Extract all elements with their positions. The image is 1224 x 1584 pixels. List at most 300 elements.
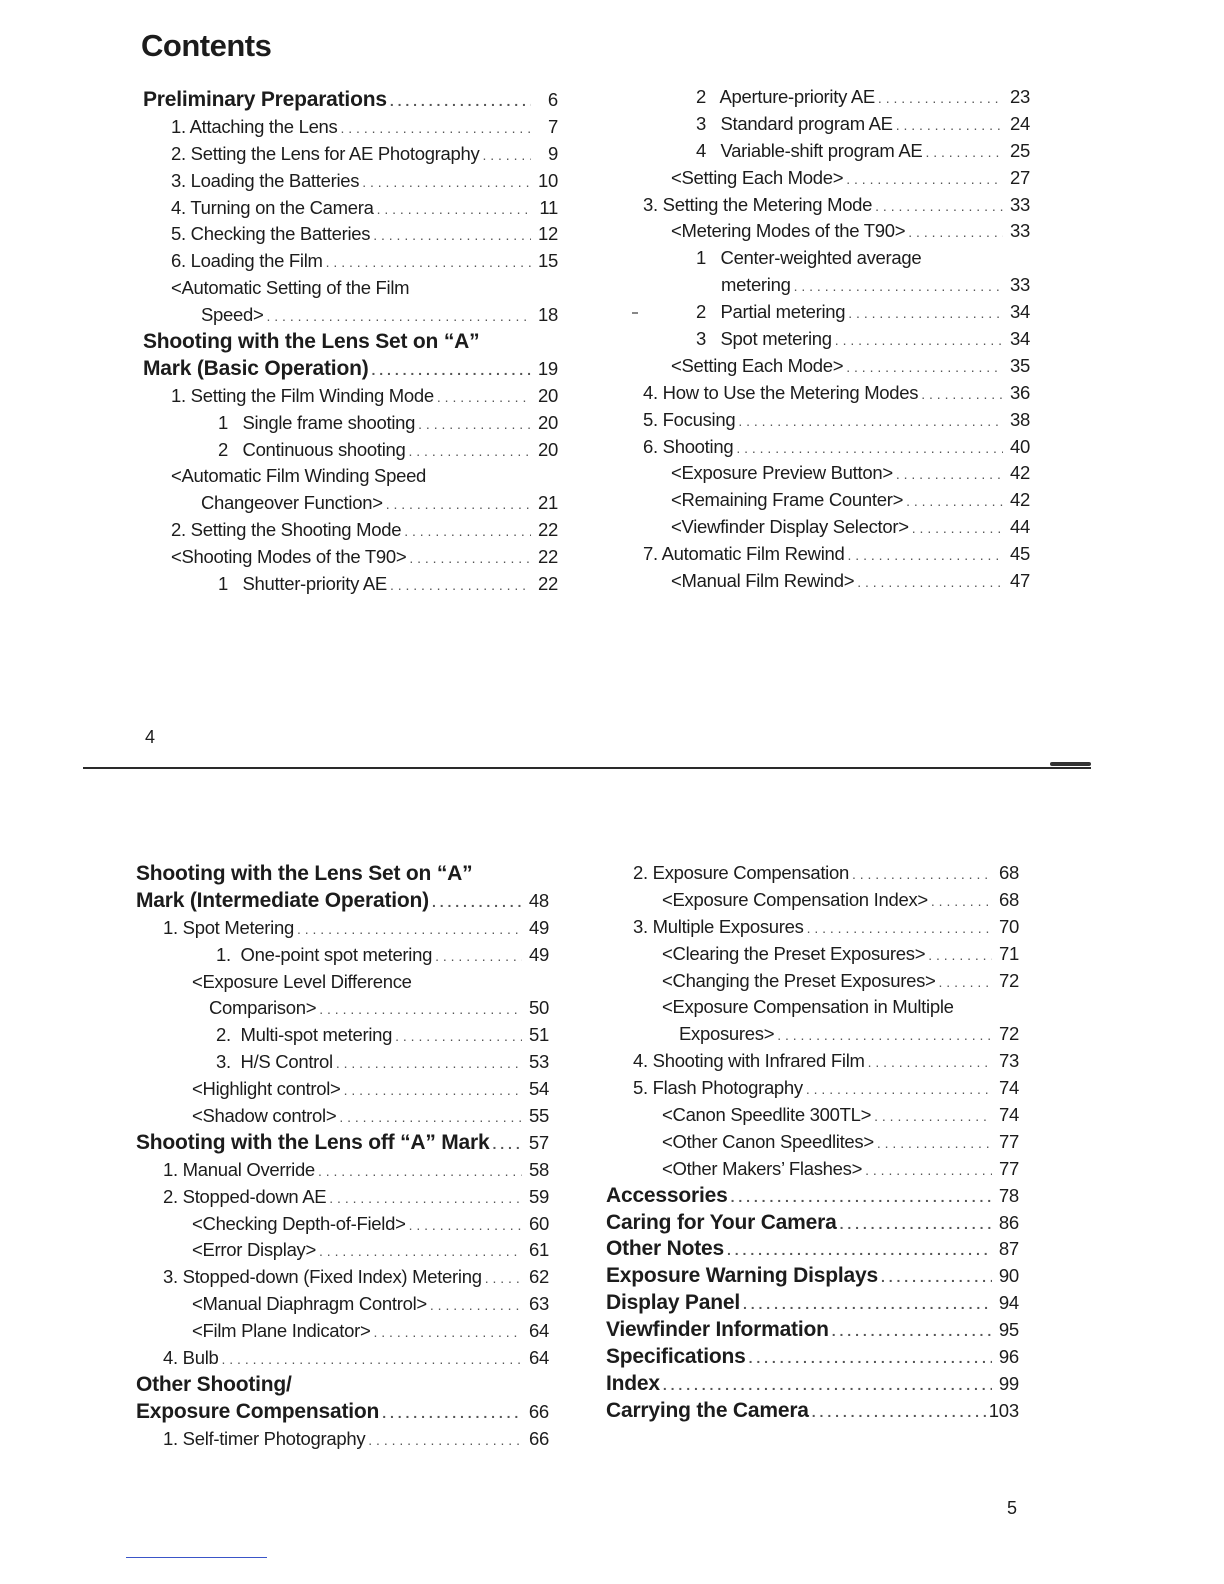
toc-leader-dots bbox=[807, 915, 992, 942]
toc-entry-title: 2 Continuous shooting bbox=[218, 438, 406, 460]
toc-entry bbox=[136, 915, 549, 942]
toc-entry-title: Mark (Basic Operation) bbox=[143, 356, 369, 380]
toc-page-number: 21 bbox=[538, 492, 558, 514]
toc-leader-dots bbox=[921, 381, 1003, 408]
toc-heading bbox=[606, 1371, 1019, 1398]
toc-entry bbox=[136, 1022, 549, 1049]
toc-entry bbox=[136, 1157, 549, 1184]
toc-entry bbox=[143, 437, 558, 464]
toc-page-number: 12 bbox=[538, 223, 558, 245]
toc-heading bbox=[606, 1183, 1019, 1210]
toc-leader-dots bbox=[386, 491, 531, 518]
toc-entry-title: 2 Aperture-priority AE bbox=[696, 86, 875, 107]
toc-page-number: 72 bbox=[999, 969, 1019, 991]
toc-heading bbox=[606, 1210, 1019, 1237]
toc-entry bbox=[143, 195, 558, 222]
toc-entry bbox=[143, 302, 558, 329]
toc-entry-title: <Automatic Setting of the Film bbox=[171, 277, 410, 299]
toc-entry bbox=[143, 463, 558, 490]
toc-entry-title: 3 Spot metering bbox=[696, 328, 832, 350]
toc-heading bbox=[136, 1372, 549, 1399]
toc-entry-title: 4. Bulb bbox=[163, 1347, 219, 1369]
toc-page-number: 94 bbox=[998, 1292, 1019, 1314]
toc-entry-title: 2 Partial metering bbox=[696, 301, 846, 323]
toc-heading bbox=[136, 888, 549, 915]
toc-page-number: 36 bbox=[1010, 381, 1030, 403]
toc-entry bbox=[641, 84, 1030, 111]
toc-page-number: 22 bbox=[538, 519, 558, 541]
toc-leader-dots bbox=[368, 1427, 522, 1454]
toc-entry-title: Other Notes bbox=[606, 1237, 724, 1261]
toc-page-number: 44 bbox=[1010, 516, 1030, 538]
toc-entry bbox=[606, 1048, 1019, 1075]
toc-entry-title: 4. Shooting with Infrared Film bbox=[633, 1050, 865, 1072]
toc-page-number: 23 bbox=[1010, 86, 1030, 107]
toc-heading bbox=[143, 356, 558, 383]
toc-page-number: 59 bbox=[529, 1185, 549, 1207]
page-divider bbox=[83, 767, 1091, 769]
toc-entry-title: <Highlight control> bbox=[192, 1078, 341, 1100]
toc-entry bbox=[143, 544, 558, 571]
toc-page-number: 6 bbox=[547, 89, 558, 110]
toc-entry-title: Caring for Your Camera bbox=[606, 1210, 837, 1234]
toc-leader-dots bbox=[409, 545, 531, 572]
toc-leader-dots bbox=[297, 916, 522, 943]
toc-leader-dots bbox=[878, 85, 1003, 112]
toc-leader-dots bbox=[835, 327, 1003, 354]
toc-page-number: 87 bbox=[998, 1238, 1019, 1260]
toc-entry bbox=[143, 248, 558, 275]
toc-leader-dots bbox=[409, 438, 532, 465]
toc-leader-dots bbox=[372, 357, 532, 384]
toc-leader-dots bbox=[908, 219, 1003, 246]
toc-page-number: 10 bbox=[538, 169, 558, 191]
toc-entry-title: <Manual Film Rewind> bbox=[671, 570, 855, 592]
toc-page-number: 74 bbox=[999, 1077, 1019, 1099]
toc-entry bbox=[641, 218, 1030, 245]
toc-page-number: 22 bbox=[538, 573, 558, 595]
footer-line bbox=[126, 1557, 267, 1558]
toc-leader-dots bbox=[848, 542, 1003, 569]
toc-page-number: 40 bbox=[1010, 435, 1030, 457]
page-number-right: 5 bbox=[1007, 1498, 1018, 1518]
toc-page-number: 11 bbox=[539, 196, 558, 218]
toc-heading bbox=[606, 1236, 1019, 1263]
toc-entry bbox=[143, 383, 558, 410]
toc-leader-dots bbox=[857, 569, 1003, 596]
toc-leader-dots bbox=[925, 139, 1003, 166]
toc-leader-dots bbox=[663, 1372, 992, 1399]
toc-entry bbox=[641, 380, 1030, 407]
toc-entry-title: <Shadow control> bbox=[192, 1105, 337, 1127]
toc-leader-dots bbox=[318, 1158, 522, 1185]
toc-page-number: 96 bbox=[998, 1346, 1019, 1368]
toc-entry-title: Changeover Function> bbox=[201, 492, 383, 514]
toc-page-number: 68 bbox=[999, 888, 1019, 910]
toc-entry-title: 3. Loading the Batteries bbox=[171, 169, 360, 191]
toc-entry bbox=[641, 460, 1030, 487]
toc-leader-dots bbox=[390, 572, 531, 599]
toc-entry bbox=[143, 517, 558, 544]
toc-leader-dots bbox=[794, 273, 1003, 300]
toc-entry-title: Display Panel bbox=[606, 1291, 740, 1315]
toc-entry bbox=[136, 1426, 549, 1453]
toc-entry-title: <Changing the Preset Exposures> bbox=[662, 969, 936, 991]
toc-heading bbox=[606, 1290, 1019, 1317]
toc-entry bbox=[641, 299, 1030, 326]
toc-entry bbox=[143, 410, 558, 437]
toc-page-number: 33 bbox=[1010, 193, 1030, 215]
toc-entry bbox=[641, 353, 1030, 380]
toc-entry-title: 1. Self-timer Photography bbox=[163, 1427, 366, 1449]
toc-page-number: 54 bbox=[529, 1078, 549, 1100]
toc-leader-dots bbox=[326, 249, 531, 276]
toc-leader-dots bbox=[344, 1077, 522, 1104]
toc-heading bbox=[606, 1344, 1019, 1371]
toc-page-number: 77 bbox=[999, 1157, 1019, 1179]
toc-leader-dots bbox=[395, 1023, 522, 1050]
toc-leader-dots bbox=[374, 1319, 523, 1346]
toc-page-number: 53 bbox=[529, 1051, 549, 1073]
toc-page-number: 99 bbox=[998, 1372, 1019, 1394]
toc-entry-title: Preliminary Preparations bbox=[143, 88, 387, 111]
toc-entry-title: 3. Stopped-down (Fixed Index) Metering bbox=[163, 1266, 482, 1288]
toc-heading bbox=[136, 861, 549, 888]
toc-entry-title: <Remaining Frame Counter> bbox=[671, 489, 904, 511]
toc-entry bbox=[143, 114, 558, 141]
toc-leader-dots bbox=[341, 115, 532, 142]
toc-page-number: 45 bbox=[1010, 543, 1030, 565]
toc-entry bbox=[136, 1291, 549, 1318]
toc-column-top-left bbox=[143, 87, 558, 598]
toc-entry bbox=[606, 968, 1019, 995]
toc-entry bbox=[136, 1318, 549, 1345]
toc-heading bbox=[143, 87, 558, 114]
toc-entry-title: <Other Canon Speedlites> bbox=[662, 1130, 874, 1152]
toc-entry-title: 2. Multi-spot metering bbox=[216, 1024, 393, 1046]
toc-page-number: 42 bbox=[1010, 462, 1030, 484]
toc-column-bottom-left bbox=[136, 861, 549, 1453]
toc-leader-dots bbox=[912, 515, 1003, 542]
toc-page-number: 20 bbox=[538, 438, 558, 460]
toc-leader-dots bbox=[846, 354, 1003, 381]
toc-entry-title: Mark (Intermediate Operation) bbox=[136, 888, 429, 912]
toc-entry-title: 5. Flash Photography bbox=[633, 1077, 803, 1099]
toc-leader-dots bbox=[738, 408, 1003, 435]
toc-entry bbox=[641, 541, 1030, 568]
toc-page-number: 64 bbox=[529, 1320, 549, 1342]
toc-leader-dots bbox=[846, 166, 1003, 193]
toc-leader-dots bbox=[377, 196, 531, 223]
page-title: Contents bbox=[141, 28, 272, 63]
toc-entry-title: <Other Makers’ Flashes> bbox=[662, 1157, 863, 1179]
toc-leader-dots bbox=[362, 169, 531, 196]
toc-page-number: 35 bbox=[1010, 354, 1030, 376]
toc-page-number: 48 bbox=[528, 889, 549, 911]
toc-entry-title: Viewfinder Information bbox=[606, 1318, 829, 1342]
toc-entry-title: 4 Variable-shift program AE bbox=[696, 139, 923, 161]
toc-entry-title: Other Shooting/ bbox=[136, 1372, 292, 1396]
toc-page-number: 78 bbox=[998, 1184, 1019, 1206]
toc-heading bbox=[606, 1263, 1019, 1290]
toc-page-number: 42 bbox=[1010, 489, 1030, 511]
toc-leader-dots bbox=[865, 1157, 992, 1184]
toc-leader-dots bbox=[390, 88, 531, 115]
toc-page-number: 57 bbox=[528, 1131, 549, 1153]
toc-entry-title: 3. H/S Control bbox=[216, 1051, 333, 1073]
toc-page-number: 95 bbox=[998, 1319, 1019, 1341]
toc-leader-dots bbox=[736, 435, 1003, 462]
toc-leader-dots bbox=[409, 1212, 522, 1239]
toc-entry bbox=[143, 168, 558, 195]
toc-entry bbox=[606, 1156, 1019, 1183]
toc-entry-title: <Setting Each Mode> bbox=[671, 166, 844, 188]
toc-page-number: 61 bbox=[529, 1239, 549, 1261]
toc-entry bbox=[143, 571, 558, 598]
toc-entry-title: 3. Setting the Metering Mode bbox=[643, 193, 873, 215]
toc-entry bbox=[143, 141, 558, 168]
toc-leader-dots bbox=[896, 112, 1003, 139]
toc-leader-dots bbox=[877, 1130, 992, 1157]
toc-entry bbox=[143, 490, 558, 517]
toc-page-number: 15 bbox=[538, 250, 558, 272]
toc-entry-title: metering bbox=[721, 274, 791, 296]
toc-leader-dots bbox=[373, 222, 531, 249]
toc-entry bbox=[136, 1184, 549, 1211]
toc-entry-title: 1. Setting the Film Winding Mode bbox=[171, 384, 434, 406]
toc-entry-title: <Exposure Compensation Index> bbox=[662, 888, 928, 910]
toc-page-number: 22 bbox=[538, 546, 558, 568]
toc-page-number: 25 bbox=[1010, 139, 1030, 161]
toc-leader-dots bbox=[319, 1238, 522, 1265]
toc-entry-title: Exposures> bbox=[679, 1023, 775, 1045]
toc-entry-title: Carrying the Camera bbox=[606, 1398, 809, 1422]
toc-entry-title: <Exposure Level Difference bbox=[192, 970, 412, 992]
toc-entry-title: 1. Attaching the Lens bbox=[171, 115, 338, 137]
toc-entry-title: <Error Display> bbox=[192, 1239, 317, 1261]
toc-entry-title: 1 Center-weighted average bbox=[696, 247, 922, 269]
toc-entry-title: 5. Focusing bbox=[643, 408, 736, 430]
toc-leader-dots bbox=[874, 1103, 992, 1130]
toc-page-number: 58 bbox=[529, 1158, 549, 1180]
toc-page-number: 47 bbox=[1010, 570, 1030, 592]
toc-entry-title: <Canon Speedlite 300TL> bbox=[662, 1104, 872, 1126]
toc-leader-dots bbox=[931, 888, 992, 915]
toc-page-number: 68 bbox=[999, 862, 1019, 883]
toc-page-number: 49 bbox=[529, 916, 549, 938]
toc-entry-title: 2. Exposure Compensation bbox=[633, 862, 849, 883]
toc-leader-dots bbox=[743, 1291, 992, 1318]
toc-page-number: 20 bbox=[538, 411, 558, 433]
toc-entry-title: <Shooting Modes of the T90> bbox=[171, 546, 407, 568]
toc-leader-dots bbox=[430, 1292, 522, 1319]
toc-leader-dots bbox=[485, 1265, 522, 1292]
toc-page-number: 9 bbox=[548, 142, 558, 164]
toc-entry bbox=[641, 111, 1030, 138]
toc-leader-dots bbox=[806, 1076, 992, 1103]
toc-entry bbox=[641, 272, 1030, 299]
toc-leader-dots bbox=[832, 1318, 992, 1345]
toc-entry bbox=[641, 192, 1030, 219]
toc-entry-title: 1. Manual Override bbox=[163, 1158, 315, 1180]
toc-page-number: 86 bbox=[998, 1211, 1019, 1233]
toc-entry-title: 6. Loading the Film bbox=[171, 250, 323, 272]
toc-entry-title: <Metering Modes of the T90> bbox=[671, 220, 906, 242]
toc-heading bbox=[606, 1398, 1019, 1425]
toc-entry bbox=[136, 1237, 549, 1264]
toc-column-top-right bbox=[641, 84, 1030, 595]
toc-entry-title: <Viewfinder Display Selector> bbox=[671, 516, 909, 538]
toc-leader-dots bbox=[812, 1399, 986, 1426]
toc-entry-title: <Automatic Film Winding Speed bbox=[171, 465, 427, 487]
toc-entry-title: <Exposure Preview Button> bbox=[671, 462, 893, 484]
toc-entry-title: Accessories bbox=[606, 1183, 728, 1207]
toc-entry bbox=[641, 434, 1030, 461]
toc-entry bbox=[641, 326, 1030, 353]
toc-entry bbox=[641, 407, 1030, 434]
toc-entry bbox=[606, 887, 1019, 914]
toc-page-number: 55 bbox=[529, 1105, 549, 1127]
toc-leader-dots bbox=[336, 1050, 522, 1077]
toc-entry bbox=[136, 1345, 549, 1372]
toc-entry-title: 7. Automatic Film Rewind bbox=[643, 543, 845, 565]
toc-entry-title: 2. Stopped-down AE bbox=[163, 1185, 327, 1207]
toc-leader-dots bbox=[906, 488, 1003, 515]
toc-leader-dots bbox=[848, 300, 1003, 327]
toc-leader-dots bbox=[928, 942, 992, 969]
toc-entry bbox=[606, 1075, 1019, 1102]
toc-column-bottom-right bbox=[606, 860, 1019, 1425]
toc-entry bbox=[641, 487, 1030, 514]
toc-entry bbox=[641, 514, 1030, 541]
toc-page-number: 34 bbox=[1010, 301, 1030, 323]
toc-leader-dots bbox=[482, 142, 531, 169]
toc-entry bbox=[606, 860, 1019, 887]
toc-page-number: 70 bbox=[999, 915, 1019, 937]
toc-entry-title: 1 Single frame shooting bbox=[218, 411, 416, 433]
toc-entry bbox=[136, 995, 549, 1022]
toc-entry-title: Exposure Warning Displays bbox=[606, 1264, 878, 1288]
toc-entry-title: 2. Setting the Shooting Mode bbox=[171, 519, 402, 541]
toc-page-number: 66 bbox=[529, 1427, 549, 1449]
toc-entry-title: <Exposure Compensation in Multiple bbox=[662, 996, 954, 1018]
toc-leader-dots bbox=[222, 1346, 523, 1373]
toc-entry bbox=[641, 568, 1030, 595]
toc-leader-dots bbox=[852, 861, 992, 888]
toc-entry-title: 3. Multiple Exposures bbox=[633, 915, 804, 937]
toc-page-number: 33 bbox=[1010, 220, 1030, 242]
page-divider-edge bbox=[1050, 762, 1091, 766]
toc-page-number: 7 bbox=[548, 115, 558, 137]
toc-entry-title: <Manual Diaphragm Control> bbox=[192, 1293, 427, 1315]
toc-page-number: 90 bbox=[998, 1265, 1019, 1287]
toc-entry-title: <Setting Each Mode> bbox=[671, 354, 844, 376]
toc-entry-title: 1 Shutter-priority AE bbox=[218, 573, 387, 595]
toc-heading bbox=[606, 1317, 1019, 1344]
toc-entry-title: Comparison> bbox=[209, 997, 317, 1019]
toc-page-number: 73 bbox=[999, 1050, 1019, 1072]
toc-leader-dots bbox=[329, 1185, 522, 1212]
toc-entry-title: Shooting with the Lens off “A” Mark bbox=[136, 1130, 490, 1154]
toc-page-number: 72 bbox=[999, 1023, 1019, 1045]
toc-page-number: 62 bbox=[529, 1266, 549, 1288]
toc-entry bbox=[136, 1264, 549, 1291]
toc-page-number: 64 bbox=[529, 1347, 549, 1369]
toc-leader-dots bbox=[731, 1184, 992, 1211]
toc-entry bbox=[136, 1211, 549, 1238]
toc-page-number: 18 bbox=[538, 304, 558, 326]
toc-leader-dots bbox=[432, 889, 522, 916]
toc-entry-title: <Film Plane Indicator> bbox=[192, 1320, 371, 1342]
toc-entry bbox=[136, 942, 549, 969]
page-number-left: 4 bbox=[145, 727, 156, 747]
toc-leader-dots bbox=[896, 461, 1003, 488]
toc-leader-dots bbox=[868, 1049, 992, 1076]
toc-heading bbox=[143, 329, 558, 356]
toc-entry bbox=[143, 221, 558, 248]
toc-page-number: 103 bbox=[988, 1399, 1019, 1421]
toc-entry bbox=[641, 165, 1030, 192]
toc-entry bbox=[606, 914, 1019, 941]
toc-page-number: 49 bbox=[529, 943, 549, 965]
toc-leader-dots bbox=[881, 1264, 992, 1291]
toc-leader-dots bbox=[267, 303, 532, 330]
toc-page-number: 50 bbox=[529, 997, 549, 1019]
toc-entry bbox=[136, 1103, 549, 1130]
toc-leader-dots bbox=[840, 1211, 992, 1238]
toc-entry-title: Shooting with the Lens Set on “A” bbox=[136, 862, 473, 885]
toc-entry-title: 4. Turning on the Camera bbox=[171, 196, 374, 218]
toc-leader-dots bbox=[777, 1022, 992, 1049]
toc-leader-dots bbox=[319, 996, 522, 1023]
toc-page-number: 51 bbox=[529, 1024, 549, 1046]
toc-entry-title: 4. How to Use the Metering Modes bbox=[643, 381, 919, 403]
toc-leader-dots bbox=[404, 518, 531, 545]
toc-page-number: 20 bbox=[538, 384, 558, 406]
toc-leader-dots bbox=[727, 1237, 992, 1264]
toc-page-number: 77 bbox=[999, 1130, 1019, 1152]
toc-page-number: 38 bbox=[1010, 408, 1030, 430]
toc-page-number: 19 bbox=[537, 357, 558, 379]
toc-entry-title: 1. One-point spot metering bbox=[216, 943, 433, 965]
toc-entry-title: Index bbox=[606, 1371, 660, 1395]
toc-entry-title: 2. Setting the Lens for AE Photography bbox=[171, 142, 480, 164]
toc-entry bbox=[143, 275, 558, 302]
toc-page-number: 66 bbox=[528, 1400, 549, 1422]
toc-entry-title: 6. Shooting bbox=[643, 435, 734, 457]
toc-entry-title: Specifications bbox=[606, 1345, 746, 1369]
toc-entry bbox=[136, 1076, 549, 1103]
toc-entry-title: Shooting with the Lens Set on “A” bbox=[143, 330, 480, 354]
toc-leader-dots bbox=[493, 1131, 523, 1158]
toc-page-number: 33 bbox=[1010, 274, 1030, 296]
scan-speck bbox=[632, 312, 638, 314]
toc-entry-title: 1. Spot Metering bbox=[163, 916, 294, 938]
toc-page-number: 24 bbox=[1010, 112, 1030, 134]
toc-leader-dots bbox=[437, 384, 531, 411]
toc-heading bbox=[136, 1399, 549, 1426]
toc-entry bbox=[606, 941, 1019, 968]
toc-entry-title: <Checking Depth-of-Field> bbox=[192, 1212, 406, 1234]
toc-heading bbox=[136, 1130, 549, 1157]
toc-entry-title: Speed> bbox=[201, 304, 264, 326]
toc-page-number: 71 bbox=[999, 942, 1019, 964]
toc-entry bbox=[136, 969, 549, 996]
toc-page-number: 60 bbox=[529, 1212, 549, 1234]
toc-page-number: 74 bbox=[999, 1104, 1019, 1126]
toc-entry bbox=[606, 1129, 1019, 1156]
toc-leader-dots bbox=[435, 943, 522, 970]
